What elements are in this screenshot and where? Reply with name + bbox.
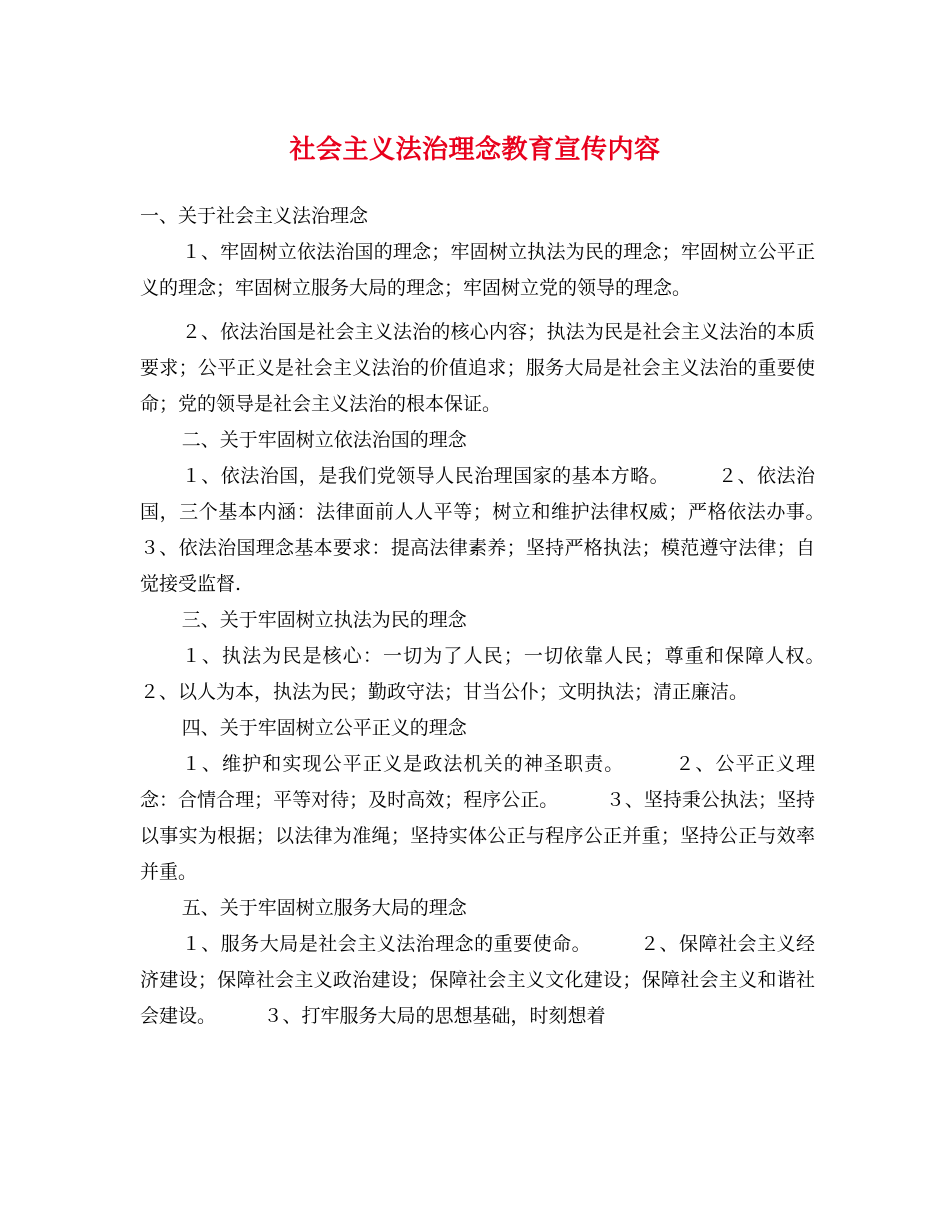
section-heading-3: 三、关于牢固树立执法为民的理念 [181, 609, 467, 631]
document-title: 社会主义法治理念教育宣传内容 [289, 135, 661, 165]
section-heading-2: 二、关于牢固树立依法治国的理念 [181, 429, 467, 451]
paragraph: １、维护和实现公平正义是政法机关的神圣职责。 ２、公平正义理念：合情合理；平等对待；及时高效；程序公正。 ３、坚持秉公执法；坚持以事实为根据；以法律为准绳；坚持实体公正与程序公正并重；坚持公正与效率并重。 [140, 753, 815, 883]
paragraph: １、依法治国，是我们党领导人民治理国家的基本方略。 ２、依法治国，三个基本内涵：法律面前人人平等；树立和维护法律权威；严格依法办事。 ３、依法治国理念基本要求：提高法律素养；坚持严格执法；模范遵守法律；自觉接受监督. [140, 465, 873, 595]
paragraph: １、服务大局是社会主义法治理念的重要使命。 ２、保障社会主义经济建设；保障社会主义政治建设；保障社会主义文化建设；保障社会主义和谐社会建设。 ３、打牢服务大局的思想基础，时刻想着 [140, 933, 815, 1027]
section-heading-1: 一、关于社会主义法治理念 [140, 205, 369, 227]
section-heading-5: 五、关于牢固树立服务大局的理念 [181, 897, 467, 919]
section-heading-4: 四、关于牢固树立公平正义的理念 [181, 717, 467, 739]
paragraph: １、执法为民是核心：一切为了人民；一切依靠人民；尊重和保障人权。 ２、以人为本，执法为民；勤政守法；甘当公仆；文明执法；清正廉洁。 [140, 645, 873, 703]
paragraph: １、牢固树立依法治国的理念；牢固树立执法为民的理念；牢固树立公平正义的理念；牢固树立服务大局的理念；牢固树立党的领导的理念。 [140, 241, 815, 299]
paragraph: ２、依法治国是社会主义法治的核心内容；执法为民是社会主义法治的本质要求；公平正义是社会主义法治的价值追求；服务大局是社会主义法治的重要使命；党的领导是社会主义法治的根本保证。 [140, 321, 815, 415]
document-body [140, 198, 873, 1034]
